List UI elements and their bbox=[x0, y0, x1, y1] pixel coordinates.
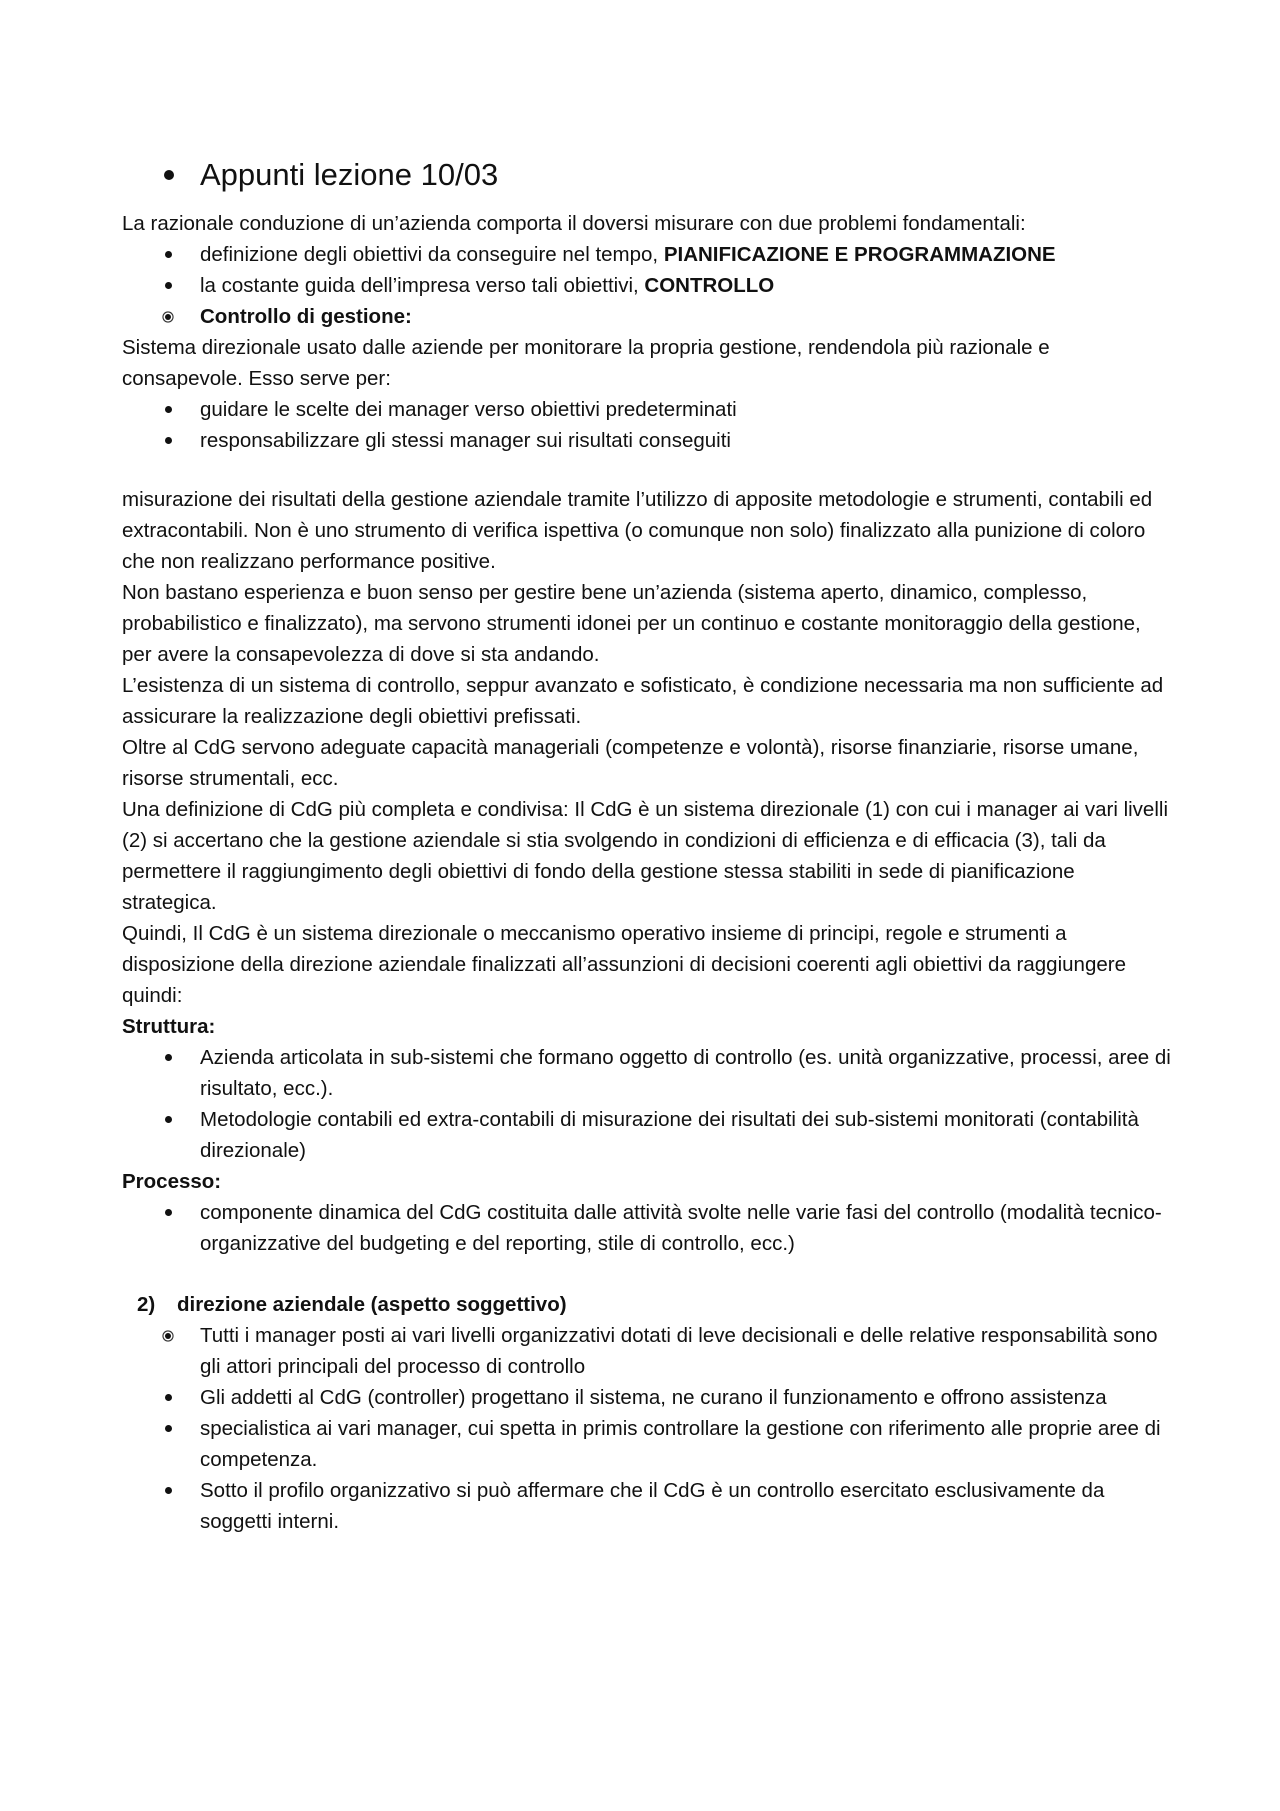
bullet-icon bbox=[165, 1116, 172, 1123]
processo-heading: Processo: bbox=[122, 1170, 222, 1193]
struttura-list bbox=[122, 1042, 1172, 1166]
bullet-icon bbox=[165, 282, 172, 289]
body-paragraph: L’esistenza di un sistema di controllo, seppur avanzato e sofisticato, è condizione necessaria ma non sufficiente ad assicurare la realizzazione degli obiettivi prefissati. bbox=[122, 674, 1164, 728]
list-item bbox=[122, 301, 1172, 332]
struttura-text: Azienda articolata in sub-sistemi che formano oggetto di controllo (es. unità organizzative, processi, aree di risultato, ecc.). bbox=[200, 1046, 1171, 1100]
section-number: 2) bbox=[137, 1293, 156, 1316]
bullet-icon bbox=[165, 406, 172, 413]
list-item bbox=[122, 394, 1172, 425]
processo-text: componente dinamica del CdG costituita dalle attività svolte nelle varie fasi del controllo (modalità tecnico-organizzative del budgeting e del reporting, stile di controllo, ecc.) bbox=[200, 1201, 1162, 1255]
bullet-icon bbox=[165, 314, 171, 320]
list-item bbox=[122, 425, 1172, 456]
problems-list bbox=[122, 239, 1172, 301]
direzione-heading bbox=[122, 1289, 1172, 1320]
controllo-heading-list bbox=[122, 301, 1172, 332]
bullet-icon bbox=[165, 1054, 172, 1061]
intro-paragraph: La razionale conduzione di un’azienda comporta il doversi misurare con due problemi fondamentali: bbox=[122, 212, 1026, 235]
direzione-text: Sotto il profilo organizzativo si può affermare che il CdG è un controllo esercitato esclusivamente da soggetti interni. bbox=[200, 1479, 1105, 1533]
controllo-description: Sistema direzionale usato dalle aziende per monitorare la propria gestione, rendendola più razionale e consapevole. Esso serve per: bbox=[122, 336, 1050, 390]
bullet-icon bbox=[165, 1394, 172, 1401]
page-title bbox=[122, 150, 1172, 200]
body-paragraph: Quindi, Il CdG è un sistema direzionale o meccanismo operativo insieme di principi, regole e strumenti a disposizione della direzione aziendale finalizzati all’assunzioni di decisioni coerenti agli obiettivi da raggiungere quindi: bbox=[122, 922, 1126, 1007]
list-item bbox=[122, 1104, 1172, 1166]
problem-emphasis: CONTROLLO bbox=[644, 274, 775, 297]
use-text: responsabilizzare gli stessi manager sui risultati conseguiti bbox=[200, 429, 731, 452]
use-text: guidare le scelte dei manager verso obiettivi predeterminati bbox=[200, 398, 737, 421]
body-paragraph: Una definizione di CdG più completa e condivisa: Il CdG è un sistema direzionale (1) con cui i manager ai vari livelli (2) si accertano che la gestione aziendale si stia svolgendo in condizioni di efficienza e di efficacia (3), tali da permettere il raggiungimento degli obiettivi di fondo della gestione stessa stabiliti in sede di pianificazione strategica. bbox=[122, 798, 1169, 914]
body-paragraph: Non bastano esperienza e buon senso per gestire bene un’azienda (sistema aperto, dinamico, complesso, probabilistico e finalizzato), ma servono strumenti idonei per un continuo e costante monitoraggio della gestione, per avere la consapevolezza di dove si sta andando. bbox=[122, 581, 1141, 666]
problem-text: la costante guida dell’impresa verso tali obiettivi, bbox=[200, 274, 645, 297]
body-text bbox=[122, 484, 1172, 1011]
bullet-icon bbox=[165, 1487, 172, 1494]
body-paragraph: misurazione dei risultati della gestione aziendale tramite l’utilizzo di apposite metodologie e strumenti, contabili ed extracontabili. Non è uno strumento di verifica ispettiva (o comunque non solo) finalizzato alla punizione di coloro che non realizzano performance positive. bbox=[122, 488, 1153, 573]
bullet-icon bbox=[165, 251, 172, 258]
list-item bbox=[122, 1413, 1172, 1475]
bullet-icon bbox=[165, 437, 172, 444]
list-item bbox=[122, 270, 1172, 301]
direzione-text: Gli addetti al CdG (controller) progettano il sistema, ne curano il funzionamento e offrono assistenza bbox=[200, 1386, 1107, 1409]
problem-text: definizione degli obiettivi da conseguire nel tempo, bbox=[200, 243, 664, 266]
list-item bbox=[122, 1042, 1172, 1104]
controllo-uses-list bbox=[122, 394, 1172, 456]
body-paragraph: Oltre al CdG servono adeguate capacità manageriali (competenze e volontà), risorse finanziarie, risorse umane, risorse strumentali, ecc. bbox=[122, 736, 1139, 790]
direzione-heading-text: direzione aziendale (aspetto soggettivo) bbox=[177, 1293, 567, 1316]
struttura-text: Metodologie contabili ed extra-contabili di misurazione dei risultati dei sub-sistemi monitorati (contabilità direzionale) bbox=[200, 1108, 1139, 1162]
bullet-icon bbox=[165, 1425, 172, 1432]
direzione-list bbox=[122, 1320, 1172, 1537]
bullet-icon bbox=[164, 170, 174, 180]
list-item bbox=[122, 1475, 1172, 1537]
controllo-heading: Controllo di gestione: bbox=[200, 305, 412, 328]
document-content bbox=[122, 150, 1172, 1537]
bullet-icon bbox=[165, 1333, 171, 1339]
problem-emphasis: PIANIFICAZIONE E PROGRAMMAZIONE bbox=[663, 243, 1056, 266]
bullet-icon bbox=[165, 1209, 172, 1216]
processo-list bbox=[122, 1197, 1172, 1259]
page-title-text: Appunti lezione 10/03 bbox=[200, 157, 499, 192]
list-item bbox=[122, 239, 1172, 270]
direzione-text: Tutti i manager posti ai vari livelli organizzativi dotati di leve decisionali e delle relative responsabilità sono gli attori principali del processo di controllo bbox=[200, 1324, 1158, 1378]
direzione-text: specialistica ai vari manager, cui spetta in primis controllare la gestione con riferimento alle proprie aree di competenza. bbox=[200, 1417, 1161, 1471]
list-item bbox=[122, 1382, 1172, 1413]
struttura-heading: Struttura: bbox=[122, 1015, 216, 1038]
list-item bbox=[122, 1320, 1172, 1382]
list-item bbox=[122, 1197, 1172, 1259]
